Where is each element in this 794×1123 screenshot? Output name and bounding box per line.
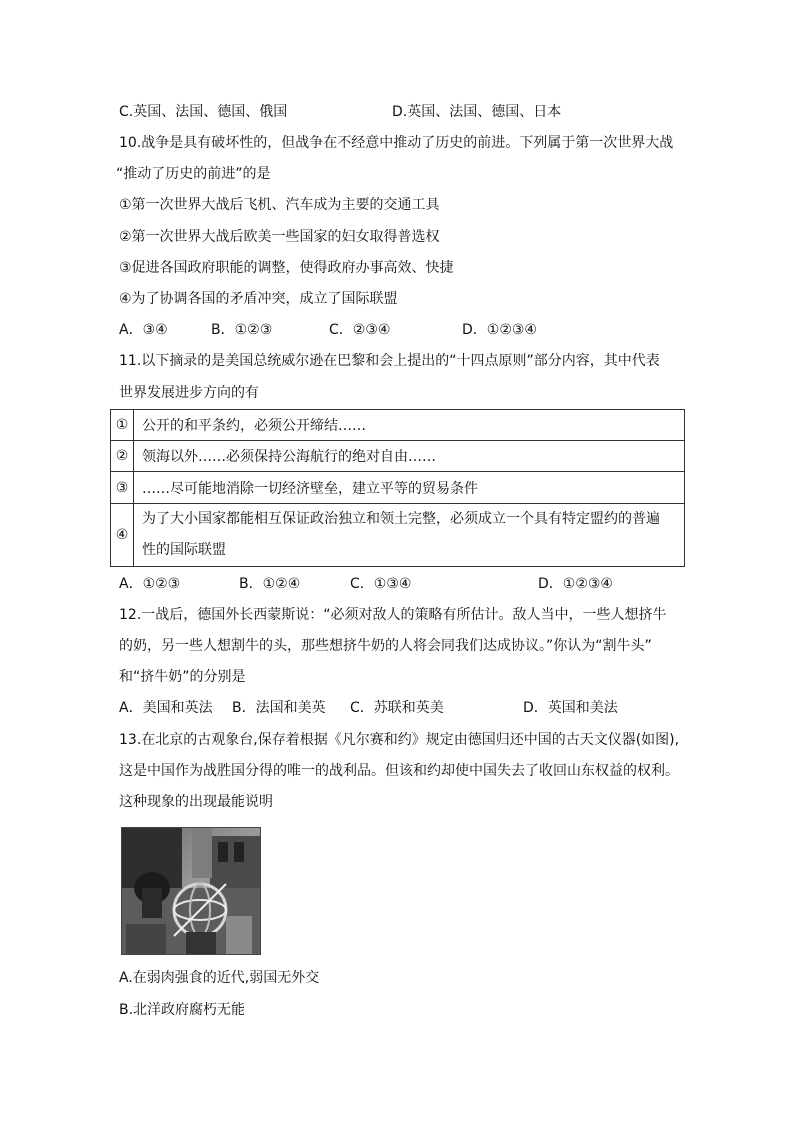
table-row [111, 410, 685, 441]
table-row [111, 441, 685, 472]
q10-item-2: ②第一次世界大战后欧美一些国家的妇女取得普选权 [119, 229, 440, 245]
q10-item-3: ③促进各国政府职能的调整，使得政府办事高效、快捷 [119, 260, 454, 276]
q13-stem-line-1: 13.在北京的古观象台,保存着根据《凡尔赛和约》规定由德国归还中国的古天文仪器(如图), [119, 732, 680, 748]
q13-option-a: A.在弱肉强食的近代,弱国无外交 [119, 970, 320, 986]
table-cell-text-line-2: 性的国际联盟 [142, 542, 226, 558]
q11-option-d: D．①②③④ [538, 576, 613, 592]
table-cell-num: ④ [111, 504, 134, 567]
table-cell-text [134, 504, 685, 567]
table-row [111, 472, 685, 504]
q10-option-d: D．①②③④ [462, 322, 537, 338]
q12-option-c: C．苏联和英美 [350, 700, 444, 716]
table-cell-text-line-1: 为了大小国家都能相互保证政治独立和领土完整，必须成立一个具有特定盟约的普遍 [142, 511, 660, 527]
fourteen-points-table [110, 409, 685, 567]
table-cell-num: ③ [111, 472, 134, 504]
q12-stem-line-3: 和“挤牛奶”的分别是 [119, 669, 246, 685]
table-cell-num: ① [111, 410, 134, 441]
table-cell-text: 公开的和平条约，必须公开缔结…… [134, 410, 685, 441]
q12-stem-line-2: 的奶，另一些人想割牛的头，那些想挤牛奶的人将会同我们达成协议。”你认为“割牛头” [119, 638, 652, 654]
q11-stem-line-2: 世界发展进步方向的有 [119, 385, 259, 401]
table-cell-text: ……尽可能地消除一切经济壁垒，建立平等的贸易条件 [134, 472, 685, 504]
q13-option-b: B.北洋政府腐朽无能 [119, 1002, 246, 1018]
q12-option-b: B．法国和美英 [232, 700, 326, 716]
q12-option-a: A．美国和英法 [119, 700, 213, 716]
q10-option-c: C．②③④ [329, 322, 391, 338]
q13-stem-line-2: 这是中国作为战胜国分得的唯一的战利品。但该和约却使中国失去了收回山东权益的权利。 [119, 763, 679, 779]
q12-option-d: D．英国和美法 [523, 700, 618, 716]
q10-item-1: ①第一次世界大战后飞机、汽车成为主要的交通工具 [119, 197, 440, 213]
q9-option-c: C.英国、法国、德国、俄国 [119, 104, 288, 120]
q11-stem-line-1: 11.以下摘录的是美国总统威尔逊在巴黎和会上提出的“十四点原则”部分内容，其中代表 [119, 353, 660, 369]
table-cell-text: 领海以外……必须保持公海航行的绝对自由…… [134, 441, 685, 472]
q10-stem-line-2: “推动了历史的前进”的是 [116, 166, 271, 182]
astronomical-instrument-photo [121, 827, 261, 955]
q9-option-d: D.英国、法国、德国、日本 [392, 104, 562, 120]
table-cell-num: ② [111, 441, 134, 472]
q11-option-a: A．①②③ [119, 576, 181, 592]
q11-option-c: C．①③④ [350, 576, 412, 592]
q10-item-4: ④为了协调各国的矛盾冲突，成立了国际联盟 [119, 291, 398, 307]
table-row [111, 504, 685, 567]
q13-stem-line-3: 这种现象的出现最能说明 [119, 794, 273, 810]
q10-option-b: B．①②③ [211, 322, 273, 338]
q10-option-a: A．③④ [119, 322, 168, 338]
q11-option-b: B．①②④ [239, 576, 301, 592]
q10-stem-line-1: 10.战争是具有破坏性的，但战争在不经意中推动了历史的前进。下列属于第一次世界大战 [119, 135, 674, 151]
q12-stem-line-1: 12.一战后，德国外长西蒙斯说：“必须对敌人的策略有所估计。敌人当中，一些人想挤牛 [119, 607, 667, 623]
